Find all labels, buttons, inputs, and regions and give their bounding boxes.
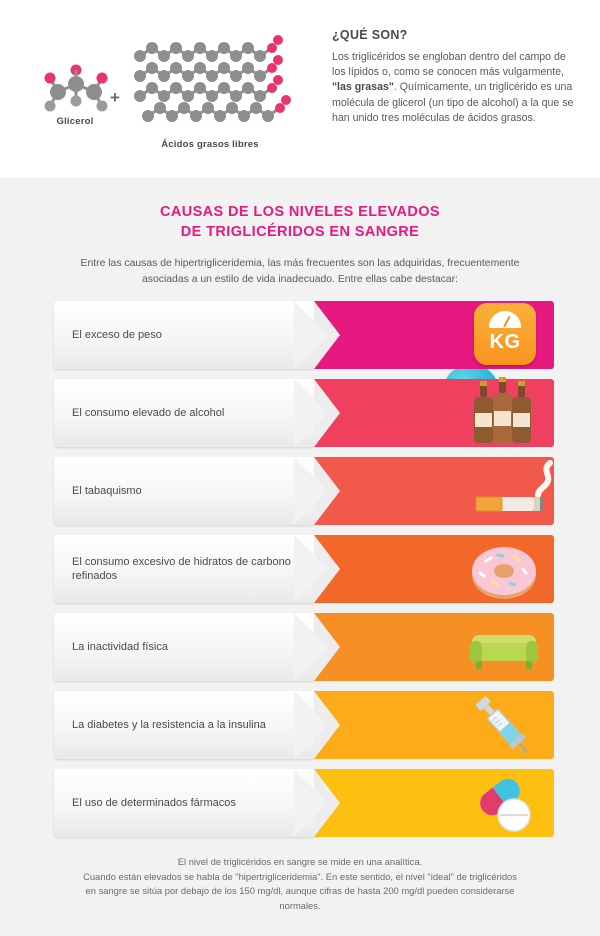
what-are-they-text bbox=[332, 28, 580, 126]
glycerol-molecule bbox=[45, 65, 108, 112]
glicerol-label: Glicerol bbox=[56, 116, 94, 127]
sofa-icon bbox=[466, 609, 542, 685]
list-item[interactable] bbox=[54, 457, 554, 525]
footer-line-1: El nivel de triglicéridos en sangre se mide en una analítica. bbox=[177, 856, 423, 867]
pills-svg bbox=[466, 765, 542, 841]
bottles-svg bbox=[466, 375, 542, 451]
kg-text: KG bbox=[489, 331, 521, 353]
pills-icon bbox=[466, 765, 542, 841]
row-label-plate bbox=[54, 301, 314, 369]
cause-label: El consumo elevado de alcohol bbox=[72, 407, 225, 419]
intro-bold: "las grasas" bbox=[332, 81, 394, 94]
footer-line-4: normales. bbox=[279, 899, 321, 911]
cause-label: El consumo excesivo de hidratos de carbono refinados bbox=[72, 556, 291, 582]
footer-line-2: Cuando están elevados se habla de "hipertrigliceridemia". En este sentido, el nivel "ideal" de triglicéridos bbox=[83, 870, 517, 882]
cause-label: El uso de determinados fármacos bbox=[72, 797, 236, 809]
scale-dial bbox=[489, 311, 521, 328]
intro-part-2: . Químicamente, un triglicérido es una molécula de glicerol (un tipo de alcohol) a la que se han unido tres moléculas de ácidos grasos. bbox=[332, 81, 574, 124]
row-label-plate bbox=[54, 535, 314, 603]
cause-label: La diabetes y la resistencia a la insulina bbox=[72, 719, 266, 731]
cause-label: La inactividad física bbox=[72, 641, 168, 653]
molecule-diagram bbox=[0, 0, 320, 178]
row-label-plate bbox=[54, 691, 314, 759]
list-item[interactable] bbox=[54, 379, 554, 447]
plus-icon: + bbox=[110, 88, 120, 107]
acidos-grasos-label: Ácidos grasos libres bbox=[161, 139, 259, 150]
donut-icon bbox=[466, 531, 542, 607]
row-label-plate bbox=[54, 457, 314, 525]
row-label-plate bbox=[54, 769, 314, 837]
causes-title-line1: CAUSAS DE LOS NIVELES ELEVADOS bbox=[159, 204, 441, 220]
row-label-plate bbox=[54, 379, 314, 447]
cigarette-svg bbox=[474, 457, 570, 533]
cause-label: El tabaquismo bbox=[72, 485, 142, 497]
bottles-icon bbox=[466, 375, 542, 451]
causes-title-line2: DE TRIGLICÉRIDOS EN SANGRE bbox=[180, 224, 420, 240]
list-item[interactable] bbox=[54, 535, 554, 603]
sofa-svg bbox=[466, 609, 542, 685]
causes-intro: Entre las causas de hipertrigliceridemia, las más frecuentes son las adquiridas, frecuentemente asociadas a un estilo de vida inadecuado. Entre ellas cabe destacar: bbox=[80, 258, 520, 285]
list-item[interactable] bbox=[54, 769, 554, 837]
syringe-icon bbox=[466, 687, 542, 763]
intro-part-1: Los triglicéridos se engloban dentro del campo de los lípidos o, como se conocen más vulgarmente, bbox=[332, 51, 566, 79]
causes-title bbox=[0, 178, 600, 242]
list-item[interactable] bbox=[54, 301, 554, 369]
donut-svg bbox=[466, 531, 542, 607]
cigarette-icon bbox=[474, 457, 550, 533]
footer-note bbox=[0, 847, 600, 929]
footer-line-3: en sangre se sitúa por debajo de los 150 mg/dl, aunque cifras de hasta 200 mg/dl pueden considerarse bbox=[85, 885, 515, 896]
causes-section bbox=[0, 178, 600, 929]
syringe-svg bbox=[466, 687, 542, 763]
intro-paragraph bbox=[332, 50, 580, 126]
cause-label: El exceso de peso bbox=[72, 329, 162, 341]
molecule-svg bbox=[0, 0, 320, 150]
list-item[interactable] bbox=[54, 691, 554, 759]
scale-kg-icon bbox=[466, 297, 542, 373]
causes-list bbox=[0, 301, 600, 837]
page-title: ¿QUÉ SON? bbox=[332, 28, 408, 42]
row-label-plate bbox=[54, 613, 314, 681]
list-item[interactable] bbox=[54, 613, 554, 681]
fatty-acid-chains bbox=[134, 35, 291, 122]
what-are-they-section bbox=[0, 0, 600, 178]
